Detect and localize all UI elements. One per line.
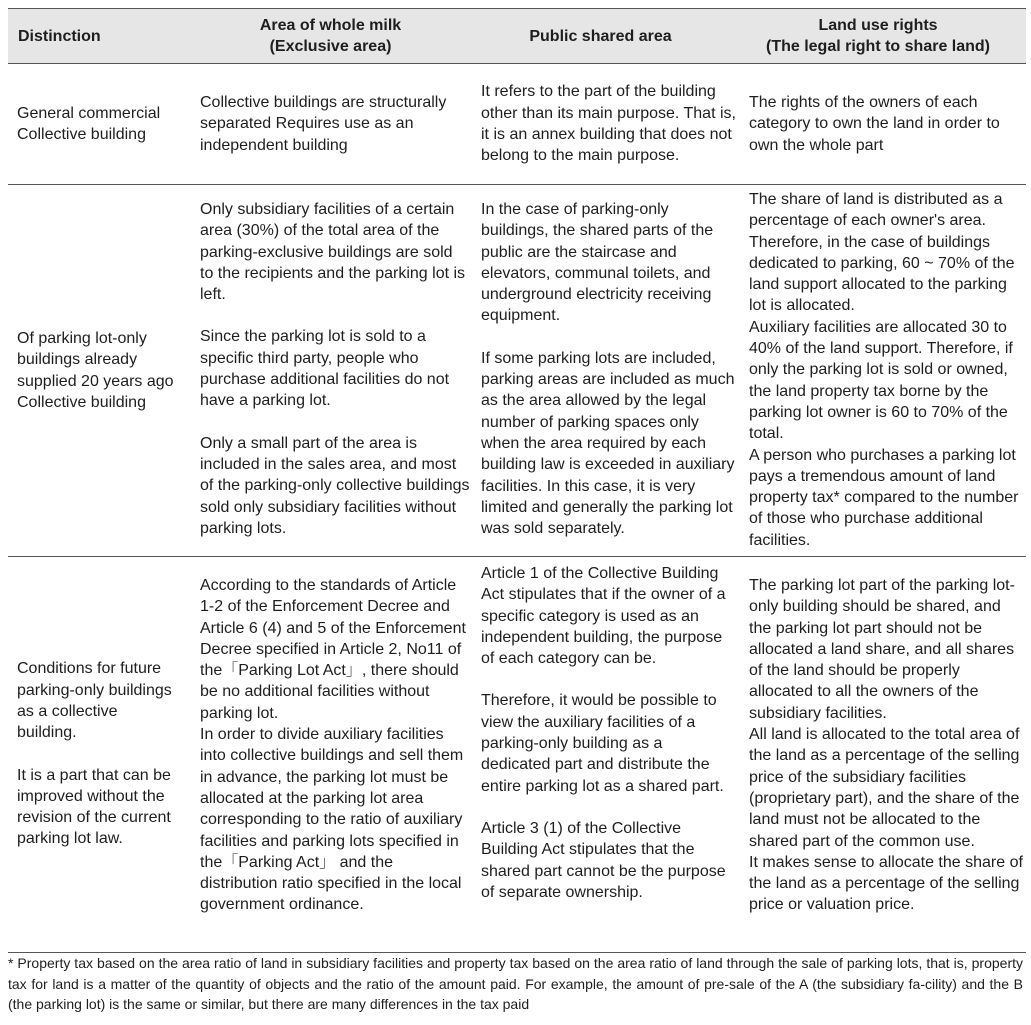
cell-public-shared-area bbox=[481, 64, 736, 184]
cell-text: It refers to the part of the building other than its main purpose. That is, it is an annex building that does not belong to the main purpose. bbox=[481, 83, 736, 165]
header-distinction bbox=[8, 9, 198, 63]
table-row bbox=[8, 557, 1026, 951]
header-text: Public shared area bbox=[529, 27, 672, 45]
cell-distinction bbox=[17, 64, 177, 184]
cell-text: Conditions for future parking-only buildings as a collective building. bbox=[17, 660, 172, 742]
header-land-use-rights bbox=[743, 9, 1013, 63]
header-text: (The legal right to share land) bbox=[765, 38, 991, 55]
cell-public-shared-area bbox=[481, 563, 736, 903]
header-text: Distinction bbox=[18, 27, 101, 45]
cell-text: Auxiliary facilities are allocated 30 to 40% of the land support. Therefore, if only the parking lot is sold or owned, the land property tax borne by the parking lot owner is 60 to 70% of the total. bbox=[749, 318, 1013, 443]
cell-text: Since the parking lot is sold to a specific third party, people who purchase additional facilities do not have a parking lot. bbox=[200, 328, 450, 410]
cell-text: The rights of the owners of each category to own the land in order to own the whole part bbox=[749, 94, 1000, 154]
cell-public-shared-area bbox=[481, 199, 736, 539]
cell-text: A person who purchases a parking lot pays a tremendous amount of land property tax* compared to the number of those who purchase additional facilities. bbox=[749, 446, 1019, 549]
cell-text: Therefore, it would be possible to view the auxiliary facilities of a parking-only building as a dedicated part and distribute the entire parking lot as a shared part. bbox=[481, 692, 724, 795]
table-row bbox=[8, 64, 1026, 185]
footnote: * Property tax based on the area ratio of land in subsidiary facilities and property tax based on the area ratio of land through the sale of parking lots, that is, property tax for land is a matter of the quantity of objects and the ratio of the amount paid. For example, the amount of pre-sale of the A (the subsidiary fa-cility) and the B (the parking lot) is the same or similar, but there are many differences in the tax paid bbox=[8, 955, 1023, 1012]
cell-text: Collective buildings are structurally separated Requires use as an independent building bbox=[200, 94, 447, 154]
cell-text: All land is allocated to the total area of the land as a percentage of the selling price of the subsidiary facilities (proprietary part), and the share of the land must not be allocated to the shared part of the common use. bbox=[749, 726, 1020, 850]
cell-text: If some parking lots are included, parking areas are included as much as the area allowed by the legal number of parking spaces only when the area required by each building law is exceeded in auxiliary facilities. In this case, it is very limited and generally the parking lot was sold separately. bbox=[481, 349, 735, 538]
cell-land-use-rights bbox=[749, 189, 1026, 551]
cell-text: General commercial bbox=[17, 104, 161, 122]
cell-text: Article 1 of the Collective Building Act stipulates that if the owner of a specific category is used as an independent building, the purpose of each category can be. bbox=[481, 565, 726, 668]
cell-text: Article 3 (1) of the Collective Building Act stipulates that the shared part cannot be the purpose of separate ownership. bbox=[481, 819, 726, 901]
cell-distinction bbox=[17, 557, 177, 951]
cell-land-use-rights bbox=[749, 64, 1026, 184]
cell-text: Collective building bbox=[17, 126, 146, 143]
header-public-shared-area bbox=[478, 9, 723, 63]
cell-exclusive-area bbox=[200, 199, 470, 539]
cell-text: Of parking lot-only buildings already supplied 20 years ago Collective building bbox=[17, 329, 174, 411]
cell-text: It makes sense to allocate the share of the land as a percentage of the selling price or valuation price. bbox=[749, 853, 1023, 914]
cell-exclusive-area bbox=[200, 64, 470, 184]
table-row bbox=[8, 185, 1026, 557]
cell-exclusive-area bbox=[200, 575, 470, 916]
header-text: Land use rights bbox=[818, 17, 938, 34]
cell-text: The parking lot part of the parking lot-only building should be shared, and the parking lot part should not be allocated a land share, and all shares of the land should be properly allocated to all the owners of the subsidiary facilities. bbox=[749, 577, 1015, 722]
table-header bbox=[8, 8, 1026, 64]
cell-text: It is a part that can be improved without the revision of the current parking lot law. bbox=[17, 766, 171, 848]
header-exclusive-area bbox=[198, 9, 463, 63]
cell-text: Only subsidiary facilities of a certain area (30%) of the total area of the parking-exclusive buildings are sold to the recipients and the parking lot is left. bbox=[200, 201, 466, 304]
cell-text: In order to divide auxiliary facilities into collective buildings and sell them in advance, the parking lot must be allocated at the parking lot area corresponding to the ratio of auxiliary facilities and parking lots specified in the「Parking Act」 and the distribution ratio specified in the local government ordinance. bbox=[200, 726, 464, 914]
cell-land-use-rights bbox=[749, 575, 1026, 916]
cell-text: Only a small part of the area is included in the sales area, and most of the parking-only collective buildings sold only subsidiary facilities without parking lots. bbox=[200, 434, 470, 537]
header-text: Area of whole milk bbox=[259, 17, 402, 34]
cell-text: In the case of parking-only buildings, the shared parts of the public are the staircase and elevators, communal toilets, and underground electricity receiving equipment. bbox=[481, 201, 714, 325]
cell-text: According to the standards of Article 1-2 of the Enforcement Decree and Article 6 (4) and 5 of the Enforcement Decree specified in Article 2, No11 of the「Parking Lot Act」, there should be no additional facilities without parking lot. bbox=[200, 577, 466, 722]
header-text: (Exclusive area) bbox=[269, 38, 392, 55]
cell-distinction bbox=[17, 185, 177, 556]
cell-text: The share of land is distributed as a percentage of each owner's area. Therefore, in the case of buildings dedicated to parking, 60 ~ 70% of the land support allocated to the parking lot is allocated. bbox=[749, 191, 1015, 315]
